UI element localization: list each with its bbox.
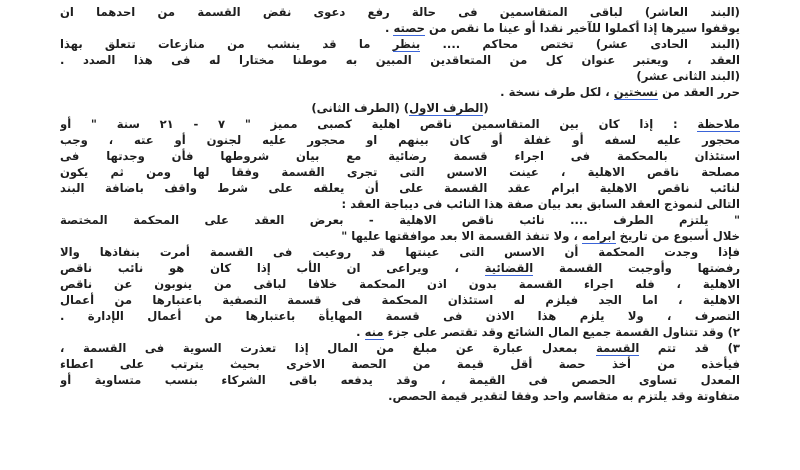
text-line: ملاحظة : إذا كان بين المتقاسمين ناقص اهلية كصبى مميز " ٧ - ٢١ سنة " أو: [60, 117, 740, 131]
spellcheck-underline: ابرامه: [581, 229, 616, 243]
text-line: متفاوتة وقد يلتزم به متقاسم واحد وفقا لتقدير قيمة الحصص.: [388, 389, 740, 403]
text-line: ٢) وقد تتناول القسمة جميع المال الشائع وقد تقتصر على جزء منه .: [356, 325, 740, 339]
text-line: حرر العقد من نسختين ، لكل طرف نسخة .: [500, 85, 740, 99]
text-line: (البند الحادى عشر) تختص محاكم .... بنظر ما قد ينشب من منازعات تتعلق بهذا: [60, 37, 740, 51]
text-line: يوقفوا سيرها إذا أكملوا للآخير نقدا أو عينا ما نقص من حصته .: [385, 21, 740, 35]
text-line: لنائب ناقص الاهلية ابرام عقد القسمة على أن يعلقه على شرط واقف باضافة البند: [60, 181, 740, 195]
spellcheck-underline: ملاحظة: [697, 117, 740, 131]
text-line: الاهلية ، فله اجراء القسمة بدون اذن المحكمة خلافا لباقى من ينوبون عن ناقص: [60, 277, 740, 291]
text-line: (الطرف الاول) (الطرف الثانى): [311, 101, 489, 115]
spellcheck-underline: بنظر: [392, 37, 421, 51]
text-line: (البند الثانى عشر): [636, 69, 740, 83]
text-line: فإذا وجدت المحكمة أن الاسس التى عينتها قد روعيت فى القسمة أمرت بنفاذها والا: [60, 245, 740, 259]
spellcheck-underline: نسختين: [613, 85, 659, 99]
spellcheck-underline: حصته: [393, 21, 426, 35]
spellcheck-underline: القضائية: [484, 261, 534, 275]
text-line: الاهلية ، اما الجد فيلزم له استئذان المحكمة فى قسمة التصفية باعتبارها من أعمال: [60, 293, 740, 307]
text-line: " يلتزم الطرف .... نائب ناقص الاهلية - بعرض العقد على المحكمة المختصة: [60, 213, 740, 227]
text-line: خلال أسبوع من تاريخ ابرامه ، ولا تنفذ القسمة الا بعد موافقتها عليها ": [341, 229, 740, 243]
text-line: التالى لنموذج العقد السابق بعد بيان صفة هذا النائب فى ديباجة العقد :: [341, 197, 740, 211]
text-line: محجور عليه لسفه أو غفلة أو كان بينهم او محجور عليه لجنون أو عته ، وجب: [60, 133, 740, 147]
text-line: المعدل تساوى الحصص فى القيمة ، وقد يدفعه باقى الشركاء بنسب متساوية أو: [60, 373, 740, 387]
text-line: العقد ، ويعتبر عنوان كل من المتعاقدين المبين به موطنا مختارا له فى هذا الصدد .: [60, 53, 740, 67]
text-line: التصرف ، ولا يلزم هذا الاذن فى قسمة المهايأة باعتبارها من أعمال الإدارة .: [60, 309, 740, 323]
text-line: ٣) قد تتم القسمة بمعدل عبارة عن مبلغ من المال إذا تعذرت السوية فى القسمة ،: [60, 341, 740, 355]
spellcheck-underline: القسمة: [596, 341, 640, 355]
text-line: استئذان بالمحكمة فى اجراء قسمة رضائية مع بيان شروطها فأن وجدتها فى: [60, 149, 740, 163]
spellcheck-underline: الطرف الاول: [409, 101, 484, 115]
text-line: مصلحة ناقص الاهلية ، عينت الاسس التى تجرى القسمة وفقا لها ومن ثم يكون: [60, 165, 740, 179]
text-line: (البند العاشر) لباقى المتقاسمين فى حالة رفع دعوى نقض القسمة من احدهما ان: [60, 5, 740, 19]
spellcheck-underline: منه: [364, 325, 384, 339]
text-line: فيأخذه من أخذ حصة أقل قيمة من الحصة الاخرى بحيث يترتب على اعطاء: [60, 357, 740, 371]
text-line: رفضتها وأوجبت القسمة القضائية ، ويراعى ان الأب إذا كان هو نائب ناقص: [60, 261, 740, 275]
